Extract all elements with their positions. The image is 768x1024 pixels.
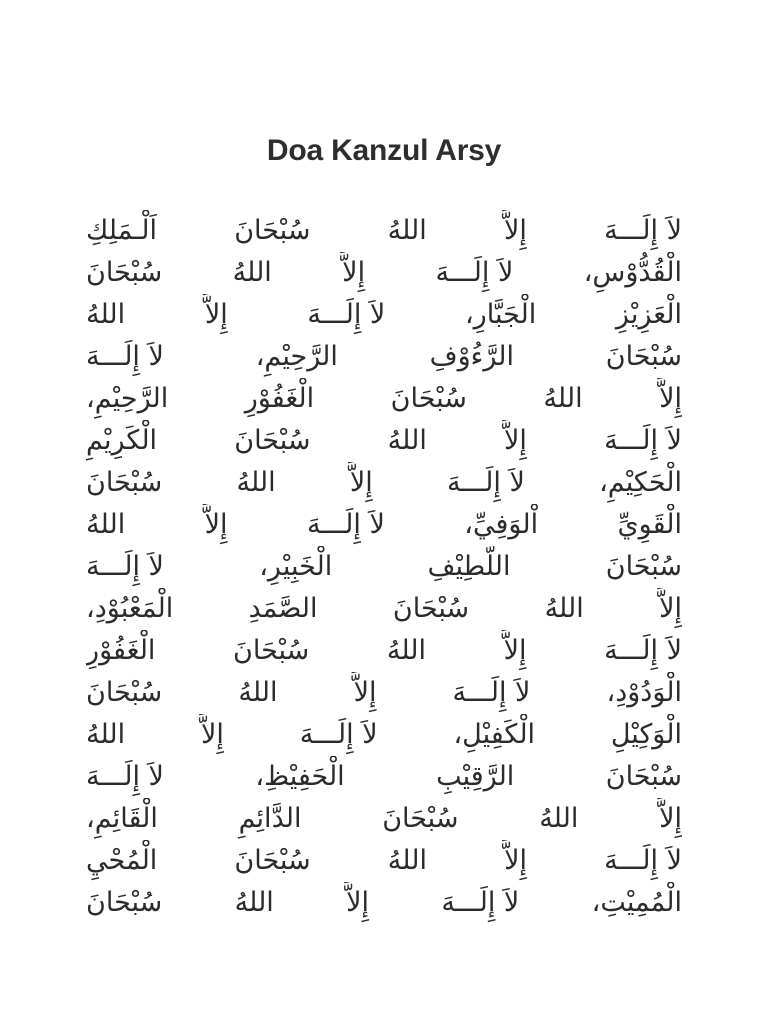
- arabic-word: لاَ إِلَـــهَ: [86, 341, 164, 372]
- arabic-word: لاَ إِلَـــهَ: [435, 257, 514, 288]
- text-line: [86, 714, 682, 756]
- arabic-word: الْحَكِيْمِ،: [599, 467, 682, 498]
- text-line: [86, 756, 682, 798]
- arabic-word: الرَّحِيْمِ،: [255, 341, 338, 372]
- arabic-word: إِلاَّ: [659, 593, 682, 624]
- arabic-word: سُبْحَانَ: [605, 761, 682, 792]
- arabic-word: الْمُحْيِ: [86, 845, 158, 876]
- arabic-prayer-text: [86, 210, 682, 924]
- arabic-word: لاَ إِلَـــهَ: [604, 425, 682, 456]
- arabic-word: إِلاَّ: [504, 425, 527, 456]
- arabic-word: اللهُ: [86, 299, 126, 330]
- arabic-word: اللهُ: [544, 593, 584, 624]
- arabic-word: الْغَفُوْرِ: [86, 635, 156, 666]
- arabic-word: سُبْحَانَ: [86, 677, 163, 708]
- arabic-word: لاَ إِلَـــهَ: [86, 761, 164, 792]
- arabic-word: اللهُ: [539, 803, 579, 834]
- arabic-word: إِلاَّ: [204, 299, 228, 330]
- text-line: [86, 294, 682, 336]
- arabic-word: لاَ إِلَـــهَ: [299, 719, 378, 750]
- arabic-word: الْقَوِيِّ: [617, 509, 682, 540]
- arabic-word: اللهُ: [232, 257, 272, 288]
- arabic-word: الصَّمَدِ: [248, 593, 318, 624]
- arabic-word: لاَ إِلَـــهَ: [306, 509, 385, 540]
- arabic-word: اللهُ: [386, 635, 427, 666]
- text-line: [86, 252, 682, 294]
- arabic-word: سُبْحَانَ: [86, 257, 163, 288]
- arabic-word: الْكَرِيْمِ: [86, 425, 158, 456]
- arabic-word: الدَّائِمِ: [238, 803, 302, 834]
- text-line: [86, 672, 682, 714]
- arabic-word: إِلاَّ: [503, 215, 527, 246]
- text-line: [86, 378, 682, 420]
- arabic-word: الْوَدُوْدِ،: [606, 677, 682, 708]
- arabic-word: الْجَبَّارِ،: [464, 299, 537, 330]
- arabic-word: الْقُدُّوْسِ،: [583, 257, 682, 288]
- arabic-word: إِلاَّ: [353, 677, 377, 708]
- arabic-word: الْكَفِيْلِ،: [453, 719, 536, 750]
- arabic-word: سُبْحَانَ: [234, 425, 311, 456]
- arabic-word: لاَ إِلَـــهَ: [604, 635, 682, 666]
- arabic-word: اللهُ: [387, 215, 427, 246]
- arabic-word: سُبْحَانَ: [234, 845, 311, 876]
- arabic-word: اللهُ: [236, 467, 276, 498]
- arabic-word: الْغَفُوْرِ: [244, 383, 315, 414]
- text-line: [86, 630, 682, 672]
- arabic-word: اللَّطِيْفِ: [427, 551, 511, 582]
- arabic-word: لاَ إِلَـــهَ: [452, 677, 531, 708]
- arabic-word: إِلاَّ: [204, 509, 228, 540]
- arabic-word: اللهُ: [387, 845, 427, 876]
- arabic-word: إِلاَّ: [659, 803, 682, 834]
- text-line: [86, 462, 682, 504]
- arabic-word: الرَّحِيْمِ،: [86, 383, 169, 414]
- text-line: [86, 210, 682, 252]
- arabic-word: اَلْـمَلِكِ: [86, 215, 157, 246]
- arabic-word: اللهُ: [387, 425, 427, 456]
- arabic-word: سُبْحَانَ: [382, 803, 459, 834]
- arabic-word: اللهُ: [86, 509, 126, 540]
- arabic-word: إِلاَّ: [342, 257, 366, 288]
- arabic-word: إِلاَّ: [346, 887, 370, 918]
- arabic-word: اللهُ: [238, 677, 278, 708]
- arabic-word: إِلاَّ: [659, 383, 682, 414]
- arabic-word: لاَ إِلَـــهَ: [604, 845, 682, 876]
- arabic-word: الْمَعْبُوْدِ،: [86, 593, 174, 624]
- arabic-word: لاَ إِلَـــهَ: [446, 467, 525, 498]
- arabic-word: سُبْحَانَ: [86, 887, 163, 918]
- arabic-word: لاَ إِلَـــهَ: [604, 215, 682, 246]
- arabic-word: سُبْحَانَ: [234, 215, 311, 246]
- text-line: [86, 840, 682, 882]
- arabic-word: سُبْحَانَ: [390, 383, 467, 414]
- text-line: [86, 588, 682, 630]
- text-line: [86, 420, 682, 462]
- arabic-word: اْلوَفِيِّ،: [464, 509, 539, 540]
- arabic-word: إِلاَّ: [349, 467, 373, 498]
- arabic-word: سُبْحَانَ: [392, 593, 470, 624]
- arabic-word: سُبْحَانَ: [605, 341, 682, 372]
- arabic-word: اللهُ: [543, 383, 583, 414]
- text-line: [86, 546, 682, 588]
- arabic-word: لاَ إِلَـــهَ: [307, 299, 386, 330]
- arabic-word: الْقَائِمِ،: [86, 803, 158, 834]
- arabic-word: اللهُ: [86, 719, 126, 750]
- arabic-word: سُبْحَانَ: [233, 635, 310, 666]
- text-line: [86, 798, 682, 840]
- page-title: Doa Kanzul Arsy: [266, 134, 502, 167]
- arabic-word: الْمُمِيْتِ،: [591, 887, 682, 918]
- arabic-word: سُبْحَانَ: [605, 551, 682, 582]
- arabic-word: الْحَفِيْظِ،: [255, 761, 345, 792]
- arabic-word: سُبْحَانَ: [86, 467, 163, 498]
- arabic-word: الرَّءُوْفِ: [429, 341, 514, 372]
- arabic-word: لاَ إِلَـــهَ: [441, 887, 520, 918]
- arabic-word: الْعَزِيْزِ: [615, 299, 682, 330]
- arabic-word: إِلاَّ: [503, 635, 527, 666]
- text-line: [86, 336, 682, 378]
- arabic-word: الْخَبِيْرِ،: [259, 551, 333, 582]
- arabic-word: الْوَكِيْلِ: [610, 719, 682, 750]
- text-line: [86, 504, 682, 546]
- arabic-word: اللهُ: [234, 887, 274, 918]
- arabic-word: إِلاَّ: [200, 719, 224, 750]
- arabic-word: الرَّقِيْبِ: [436, 761, 515, 792]
- text-line: [86, 882, 682, 924]
- arabic-word: لاَ إِلَـــهَ: [86, 551, 164, 582]
- arabic-word: إِلاَّ: [504, 845, 527, 876]
